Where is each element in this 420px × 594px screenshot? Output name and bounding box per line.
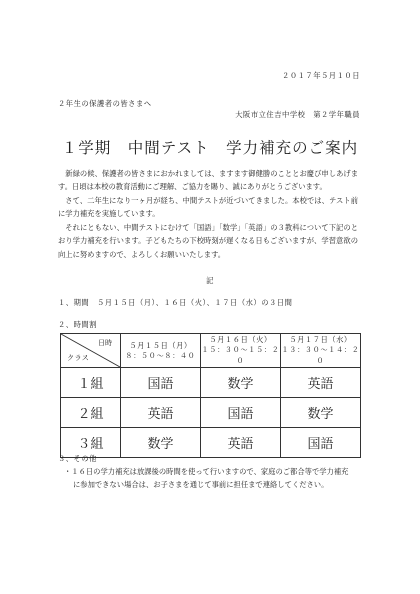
recipient-line: ２年生の保護者の皆さまへ (58, 99, 152, 108)
paragraph-greeting: 新緑の候、保護者の皆さまにおかれましては、ますます御健勝のこととお慶び申しあげます。日頃は本校の教育活動にご理解、ご協力を賜り、誠にありがとうございます。 (58, 169, 358, 192)
day-label: ５月１６日（火） (209, 335, 272, 344)
subject-cell: 数学 (281, 398, 361, 428)
timetable-day-header (121, 334, 201, 368)
timetable-header-row (61, 334, 361, 368)
document-date: ２０１７年５月１０日 (282, 71, 360, 80)
subject-cell: 英語 (281, 368, 361, 398)
time-label: １５：３０～１５：２０ (201, 346, 280, 365)
sender-line: 大阪市立住吉中学校 第２学年職員 (235, 110, 360, 119)
paragraph-details: それにともない、中間テストにむけて「国語」「数学」「英語」の３教科について下記のとおり学力補充を行います。子どもたちの下校時刻が遅くなる日もございますが、学習意欲の向上に努めますので、よろしくお願いいたします。 (58, 223, 358, 259)
subject-cell: 国語 (281, 428, 361, 458)
table-row (61, 398, 361, 428)
class-cell: ３組 (61, 428, 121, 458)
subject-cell: 数学 (201, 368, 281, 398)
day-label: ５月１５日（月） (129, 340, 192, 350)
class-cell: １組 (61, 368, 121, 398)
timetable-day-header (201, 334, 281, 368)
note-line: に参加できない場合は、お子さまを通じて事前に担任まで連絡してください。 (73, 480, 329, 489)
timetable (60, 333, 361, 458)
note-line: ・１６日の学力補充は放課後の時間を使って行いますので、家庭のご都合等で学力補充 (64, 467, 349, 476)
subject-cell: 数学 (121, 428, 201, 458)
time-label: ８：５０～８：４０ (125, 351, 196, 360)
time-label: １３：３０～１４：２０ (281, 346, 360, 365)
subject-cell: 国語 (121, 368, 201, 398)
section-other-heading: ３、その他 (58, 454, 97, 463)
document-title: １学期 中間テスト 学力補充のご案内 (61, 139, 359, 157)
section-timetable-heading: ２、時間割 (58, 320, 97, 329)
class-cell: ２組 (61, 398, 121, 428)
day-label: ５月１７日（水） (289, 335, 352, 344)
timetable-day-header (281, 334, 361, 368)
paragraph-intro: さて、二年生になり一ヶ月が経ち、中間テストが近づいてきました。本校では、テスト前に学力補充を実施しています。 (58, 196, 358, 219)
timetable-corner-cell (61, 334, 121, 368)
subject-cell: 英語 (121, 398, 201, 428)
subject-cell: 英語 (201, 428, 281, 458)
table-row (61, 428, 361, 458)
corner-day-label: 日時 (98, 339, 112, 347)
section-period: １、期間 ５月１５日（月）、１６日（火）、１７日（水）の３日間 (58, 298, 293, 307)
ki-marker: 記 (206, 276, 214, 285)
subject-cell: 国語 (201, 398, 281, 428)
corner-class-label: クラス (67, 354, 90, 362)
table-row (61, 368, 361, 398)
